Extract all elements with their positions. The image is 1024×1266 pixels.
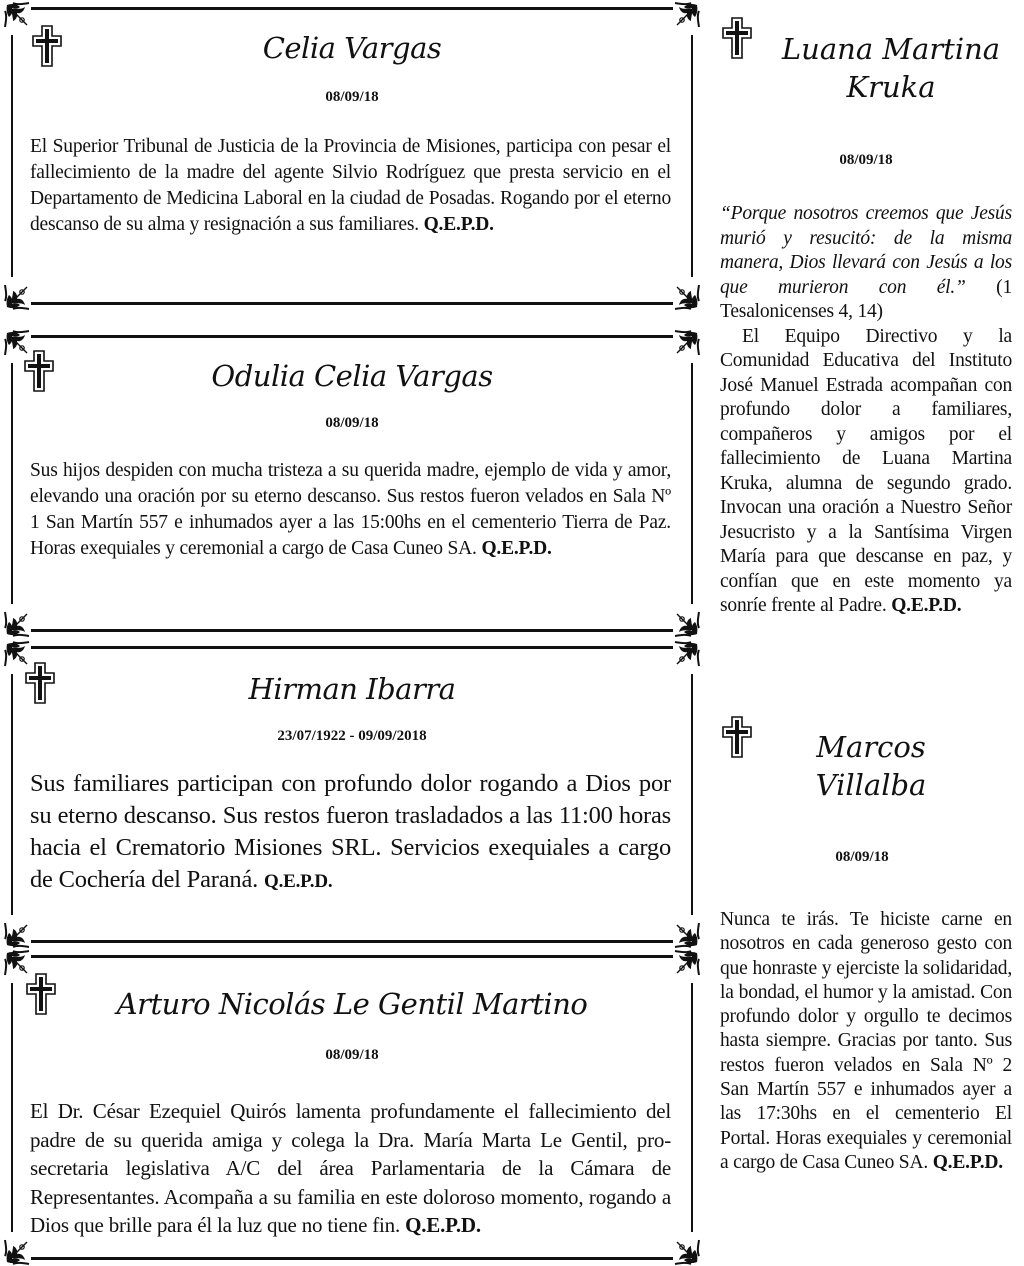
deceased-name: Arturo Nicolás Le Gentil Martino [116, 987, 588, 1021]
notice-date: 08/09/18 [325, 415, 379, 431]
corner-ornament-icon [673, 921, 701, 949]
frame-border-bottom [31, 1257, 673, 1260]
deceased-name [780, 728, 962, 804]
qepd-closing: Q.E.P.D. [423, 214, 494, 235]
frame-border-right [691, 674, 693, 915]
corner-ornament-icon [673, 283, 701, 311]
corner-ornament-icon [673, 640, 701, 668]
qepd-closing: Q.E.P.D. [891, 595, 962, 616]
corner-ornament-icon [673, 1, 701, 29]
notice-body [30, 768, 671, 898]
notice-text: El Equipo Directivo y la Comunidad Educativa del Instituto José Manuel Estrada acompañan con profundo dolor a familiares, compañeros y amigos por el fallecimiento de Luana Martina Kruka, alumna de segundo grado. Invocan una oración a Nuestro Señor Jesucristo y a la Santísima Virgen María para que descanse en paz, y confían que en este momento ya sonríe frente al Padre. [720, 325, 1012, 616]
corner-ornament-icon [3, 283, 31, 311]
notice-date: 08/09/18 [325, 1047, 379, 1063]
obituary-frame-hirman-ibarra [9, 646, 695, 943]
notice-text: Nunca te irás. Te hiciste carne en nosotros en cada generoso gesto con que honraste y ejerciste la solidaridad, la bondad, el humor y la amistad. Con profundo dolor y orgullo te decimos hasta siempre. Gracias por tanto. Sus restos fueron velados en Sala Nº 2 San Martín 557 e inhumados ayer a las 17:30hs en el cementerio El Portal. Horas exequiales y ceremonial a cargo de Casa Cuneo SA. [720, 909, 1012, 1173]
frame-border-bottom [31, 629, 673, 632]
cross-icon [720, 17, 754, 59]
quote-text: “Porque nosotros creemos que Jesús murió y resucitó: de la misma manera, Dios llevará con Jesús a los que murieron con él.” [720, 203, 1012, 298]
notice-date: 08/09/18 [839, 152, 893, 168]
notice-text: El Superior Tribunal de Justicia de la Provincia de Misiones, participa con pesar el fallecimiento de la madre del agente Silvio Rodríguez que presta servicio en el Departamento de Medicina Laboral en la ciudad de Posadas. Rogando por el eterno descanso de su alma y resignación a sus familiares. [30, 136, 671, 235]
corner-ornament-icon [3, 921, 31, 949]
notice-text: Sus hijos despiden con mucha tristeza a su querida madre, ejemplo de vida y amor, elevando una oración por su eterno descanso. Sus restos fueron velados en Sala Nº 1 San Martín 557 e inhumados ayer a las 15:00hs en el cementerio Tierra de Paz. Horas exequiales y ceremonial a cargo de Casa Cuneo SA. [30, 460, 671, 559]
frame-border-bottom [31, 940, 673, 943]
notice-date: 23/07/1922 - 09/09/2018 [277, 728, 427, 744]
obituary-frame-arturo-nicolas-le-gentil-martino [9, 955, 695, 1260]
notice-date: 08/09/18 [835, 849, 889, 865]
corner-ornament-icon [673, 1238, 701, 1266]
qepd-closing: Q.E.P.D. [932, 1151, 1003, 1173]
obituary-luana-martina-kruka [720, 0, 1012, 690]
name-line-1: Luana Martina [781, 32, 1001, 66]
obituary-frame-odulia-celia-vargas [9, 335, 695, 632]
deceased-name: Odulia Celia Vargas [211, 359, 493, 393]
deceased-name: Celia Vargas [262, 31, 442, 65]
frame-border-left [11, 674, 13, 915]
frame-border-top [31, 7, 673, 10]
corner-ornament-icon [3, 610, 31, 638]
corner-ornament-icon [673, 329, 701, 357]
notice-body [720, 202, 1012, 619]
obituary-frame-celia-vargas [9, 7, 695, 305]
notice-body [30, 458, 671, 562]
frame-border-top [31, 646, 673, 649]
notice-text: Sus familiares participan con profundo dolor rogando a Dios por su eterno descanso. Sus restos fueron trasladados a las 11:00 horas hacia el Crematorio Misiones SRL. Servicios exequiales a cargo de Cochería del Paraná. [30, 770, 671, 893]
name-line-1: Marcos [816, 730, 926, 764]
corner-ornament-icon [673, 610, 701, 638]
cross-icon [720, 716, 754, 758]
corner-ornament-icon [3, 1238, 31, 1266]
frame-border-left [11, 363, 13, 604]
frame-border-bottom [31, 302, 673, 305]
qepd-closing: Q.E.P.D. [263, 871, 333, 892]
qepd-closing: Q.E.P.D. [405, 1213, 481, 1237]
notice-body [30, 1097, 671, 1240]
notice-body [30, 134, 671, 238]
name-line-2: Villalba [815, 768, 927, 802]
frame-border-right [691, 363, 693, 604]
scripture-quote [720, 202, 1012, 325]
notice-body [720, 908, 1012, 1175]
frame-border-top [31, 955, 673, 958]
frame-border-top [31, 335, 673, 338]
corner-ornament-icon [673, 949, 701, 977]
notice-text: El Dr. César Ezequiel Quirós lamenta profundamente el fallecimiento del padre de su querida amiga y colega la Dra. María Marta Le Gentil, pro-secretaria legislativa A/C del área Parlamentaria de la Cámara de Representantes. Acompaña a su familia en este doloroso momento, rogando a Dios que brille para él la luz que no tiene fin. [30, 1099, 671, 1237]
qepd-closing: Q.E.P.D. [481, 538, 552, 559]
frame-border-right [691, 35, 693, 277]
frame-border-left [11, 35, 13, 277]
name-line-2: Kruka [846, 70, 936, 104]
notice-date: 08/09/18 [325, 89, 379, 105]
obituary-marcos-villalba [720, 690, 1012, 1266]
quote-citation: (1 Tesalonicenses 4, 14) [720, 276, 1012, 322]
corner-ornament-icon [3, 1, 31, 29]
notice-paragraph [720, 325, 1012, 619]
deceased-name: Hirman Ibarra [248, 672, 456, 706]
deceased-name [770, 30, 1012, 106]
